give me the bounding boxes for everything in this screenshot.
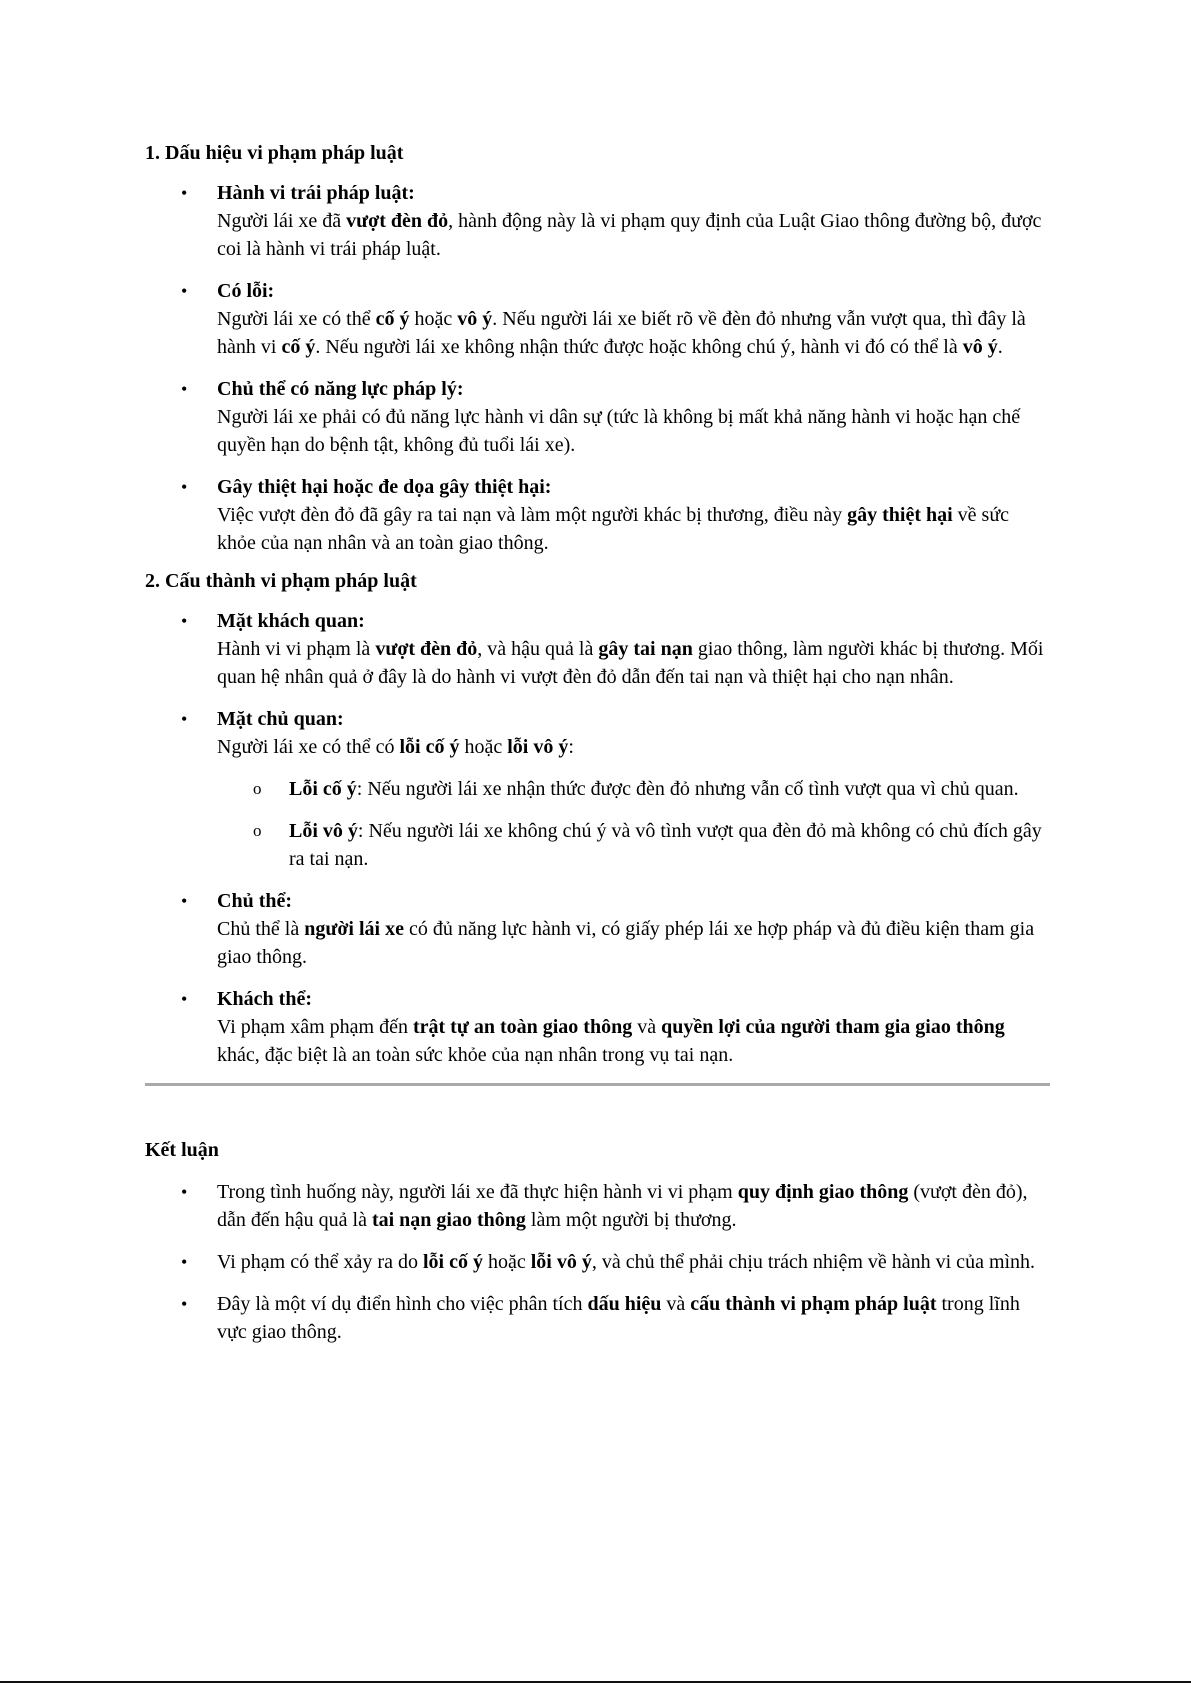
- item-label: • Có lỗi:: [217, 280, 275, 302]
- item-label: • Hành vi trái pháp luật:: [217, 182, 415, 204]
- bullet-list: [145, 179, 1050, 557]
- list-item: • Đây là một ví dụ điển hình cho việc phân tích dấu hiệu và cấu thành vi phạm pháp luật trong lĩnh vực giao thông.: [145, 1290, 1050, 1346]
- item-body: Vi phạm xâm phạm đến trật tự an toàn giao thông và quyền lợi của người tham gia giao thông khác, đặc biệt là an toàn sức khỏe của nạn nhân trong vụ tai nạn.: [217, 1016, 1005, 1066]
- item-body: Người lái xe đã vượt đèn đỏ, hành động này là vi phạm quy định của Luật Giao thông đường bộ, được coi là hành vi trái pháp luật.: [217, 210, 1042, 260]
- item-body: Người lái xe có thể có lỗi cố ý hoặc lỗi vô ý:: [217, 736, 574, 758]
- item-body: Người lái xe phải có đủ năng lực hành vi dân sự (tức là không bị mất khả năng hành vi hoặc hạn chế quyền hạn do bệnh tật, không đủ tuổi lái xe).: [217, 406, 1021, 456]
- list-item: [145, 607, 1050, 691]
- list-item: [145, 887, 1050, 971]
- item-body: Việc vượt đèn đỏ đã gây ra tai nạn và làm một người khác bị thương, điều này gây thiệt hại về sức khỏe của nạn nhân và an toàn giao thông.: [217, 504, 1010, 554]
- item-label: • Chủ thể:: [217, 890, 293, 912]
- item-label: • Khách thể:: [217, 988, 312, 1010]
- list-item: [145, 179, 1050, 263]
- item-body: Hành vi vi phạm là vượt đèn đỏ, và hậu quả là gây tai nạn giao thông, làm người khác bị thương. Mối quan hệ nhân quả ở đây là do hành vi vượt đèn đỏ dẫn đến tai nạn và thiệt hại cho nạn nhân.: [217, 638, 1044, 688]
- list-item: [145, 473, 1050, 557]
- item-label: • Mặt chủ quan:: [217, 708, 344, 730]
- document-content: [145, 139, 1050, 1346]
- sub-list-item: o Lỗi vô ý: Nếu người lái xe không chú ý và vô tình vượt qua đèn đỏ mà không có chủ đích gây ra tai nạn.: [217, 817, 1050, 873]
- horizontal-divider: [145, 1083, 1050, 1086]
- section-heading: 2. Cấu thành vi phạm pháp luật: [145, 570, 417, 592]
- item-body: Chủ thể là người lái xe có đủ năng lực hành vi, có giấy phép lái xe hợp pháp và đủ điều kiện tham gia giao thông.: [217, 918, 1035, 968]
- item-body: Người lái xe có thể cố ý hoặc vô ý. Nếu người lái xe biết rõ về đèn đỏ nhưng vẫn vượt qua, thì đây là hành vi cố ý. Nếu người lái xe không nhận thức được hoặc không chú ý, hành vi đó có thể là vô ý.: [217, 308, 1026, 358]
- list-item: [145, 375, 1050, 459]
- bullet-list: [145, 1178, 1050, 1346]
- list-item: • Vi phạm có thể xảy ra do lỗi cố ý hoặc lỗi vô ý, và chủ thể phải chịu trách nhiệm về hành vi của mình.: [145, 1248, 1050, 1276]
- sub-list: [217, 775, 1050, 873]
- page-bottom-edge: [0, 1681, 1191, 1683]
- list-item: • Trong tình huống này, người lái xe đã thực hiện hành vi vi phạm quy định giao thông (vượt đèn đỏ), dẫn đến hậu quả là tai nạn giao thông làm một người bị thương.: [145, 1178, 1050, 1234]
- item-label: • Chủ thể có năng lực pháp lý:: [217, 378, 464, 400]
- item-label: • Mặt khách quan:: [217, 610, 365, 632]
- item-label: • Gây thiệt hại hoặc đe dọa gây thiệt hại:: [217, 476, 552, 498]
- list-item: [145, 705, 1050, 873]
- bullet-list: [145, 607, 1050, 1069]
- list-item: [145, 985, 1050, 1069]
- sub-list-item: o Lỗi cố ý: Nếu người lái xe nhận thức được đèn đỏ nhưng vẫn cố tình vượt qua vì chủ quan.: [217, 775, 1050, 803]
- section-heading: Kết luận: [145, 1139, 219, 1161]
- list-item: [145, 277, 1050, 361]
- section-heading: 1. Dấu hiệu vi phạm pháp luật: [145, 142, 404, 164]
